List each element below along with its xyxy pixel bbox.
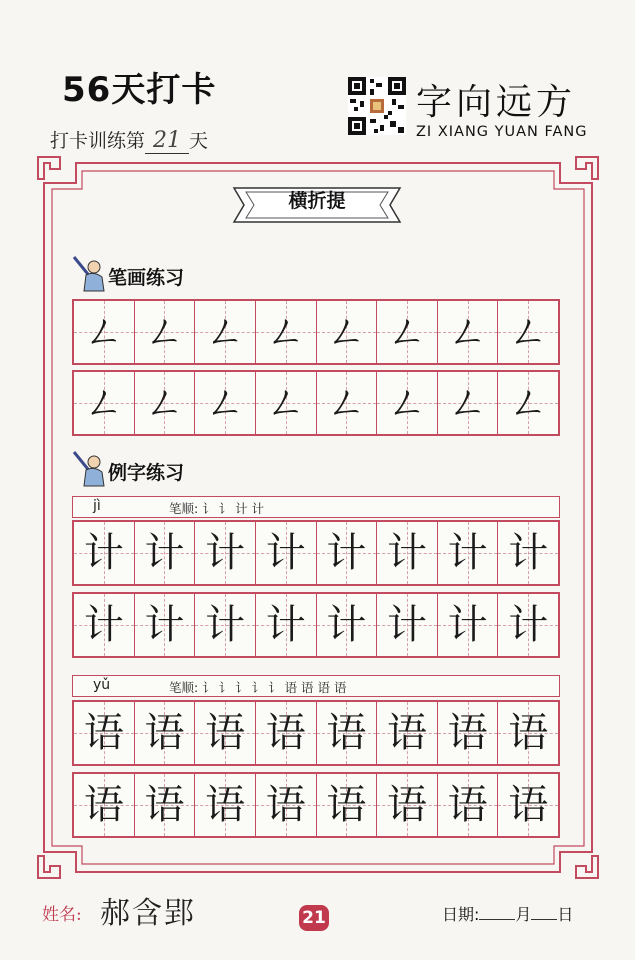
practice-character: 计 — [265, 602, 306, 648]
practice-character: 语 — [326, 710, 367, 756]
practice-character: 语 — [386, 782, 427, 828]
qr-code-icon — [348, 77, 406, 135]
grid-cell — [438, 594, 499, 656]
practice-character: 语 — [447, 710, 488, 756]
practice-stroke: ㄥ — [508, 309, 549, 355]
checkin-subtitle — [50, 126, 208, 154]
grid-cell — [256, 301, 317, 363]
grid-cell — [195, 372, 256, 434]
practice-character: 语 — [265, 710, 306, 756]
grid-cell — [256, 774, 317, 836]
char-grid-row — [72, 592, 560, 658]
practice-character: 语 — [205, 710, 246, 756]
grid-cell — [438, 522, 499, 584]
stroke-order — [169, 678, 347, 696]
grid-cell — [74, 301, 135, 363]
grid-cell — [317, 301, 378, 363]
grid-cell — [74, 522, 135, 584]
practice-stroke: ㄥ — [386, 309, 427, 355]
page-title: 56天打卡 — [62, 70, 217, 110]
grid-cell — [377, 702, 438, 764]
character-info-row — [72, 675, 560, 697]
grid-cell — [135, 372, 196, 434]
practice-character: 语 — [508, 782, 549, 828]
stroke-order-label: 笔顺: — [169, 501, 199, 516]
practice-character: 语 — [144, 710, 185, 756]
student-name: 郝含郢 — [100, 896, 196, 931]
subtitle-suffix: 天 — [189, 130, 209, 152]
practice-character: 计 — [83, 530, 124, 576]
day-blank — [531, 919, 557, 920]
grid-cell — [195, 774, 256, 836]
date-label: 日期: — [442, 905, 480, 924]
practice-stroke: ㄥ — [144, 380, 185, 426]
grid-cell — [74, 702, 135, 764]
practice-stroke: ㄥ — [205, 380, 246, 426]
practice-character: 语 — [326, 782, 367, 828]
practice-character: 语 — [265, 782, 306, 828]
practice-stroke: ㄥ — [508, 380, 549, 426]
stroke-order-label: 笔顺: — [169, 680, 199, 695]
pinyin: jì — [93, 498, 101, 514]
grid-cell — [498, 774, 558, 836]
pinyin: yǔ — [93, 677, 111, 693]
grid-cell — [195, 522, 256, 584]
practice-character: 语 — [386, 710, 427, 756]
month-blank — [479, 919, 515, 920]
stroke-grid-row-1 — [72, 299, 560, 365]
practice-stroke: ㄥ — [144, 309, 185, 355]
grid-cell — [377, 372, 438, 434]
day-label: 日 — [557, 905, 574, 924]
practice-character: 语 — [144, 782, 185, 828]
grid-cell — [377, 774, 438, 836]
pen-figure-icon — [70, 253, 106, 293]
section-title: 横折提 — [288, 190, 346, 212]
practice-character: 语 — [83, 710, 124, 756]
name-label: 姓名: — [42, 905, 82, 925]
practice-character: 语 — [205, 782, 246, 828]
practice-character: 计 — [326, 602, 367, 648]
grid-cell — [256, 594, 317, 656]
stroke-order-sequence: 讠 讠 计 计 — [202, 501, 265, 516]
grid-cell — [498, 372, 558, 434]
practice-stroke: ㄥ — [447, 380, 488, 426]
grid-cell — [256, 372, 317, 434]
practice-character: 计 — [447, 530, 488, 576]
month-label: 月 — [515, 905, 532, 924]
practice-stroke: ㄥ — [83, 309, 124, 355]
character-info-row — [72, 496, 560, 518]
practice-character: 语 — [83, 782, 124, 828]
grid-cell — [317, 372, 378, 434]
grid-cell — [438, 372, 499, 434]
grid-cell — [498, 594, 558, 656]
grid-cell — [74, 774, 135, 836]
grid-cell — [135, 594, 196, 656]
practice-character: 计 — [144, 602, 185, 648]
char-grid-row — [72, 700, 560, 766]
practice-character: 计 — [386, 530, 427, 576]
grid-cell — [438, 774, 499, 836]
grid-cell — [438, 301, 499, 363]
practice-character: 计 — [205, 602, 246, 648]
stroke-order-sequence: 讠 讠 讠 讠 讠 语 语 语 语 — [202, 680, 347, 695]
grid-cell — [377, 522, 438, 584]
grid-cell — [317, 774, 378, 836]
practice-character: 计 — [326, 530, 367, 576]
grid-cell — [195, 594, 256, 656]
page-number-badge: 21 — [299, 905, 329, 931]
practice-stroke: ㄥ — [386, 380, 427, 426]
practice-character: 计 — [508, 530, 549, 576]
grid-cell — [317, 702, 378, 764]
grid-cell — [317, 594, 378, 656]
practice-stroke: ㄥ — [447, 309, 488, 355]
grid-cell — [74, 594, 135, 656]
grid-cell — [317, 522, 378, 584]
practice-stroke: ㄥ — [326, 309, 367, 355]
practice-character: 语 — [447, 782, 488, 828]
grid-cell — [498, 301, 558, 363]
grid-cell — [195, 301, 256, 363]
brand-logo-cn: 字向远方 — [416, 82, 577, 123]
practice-stroke: ㄥ — [205, 309, 246, 355]
practice-character: 计 — [447, 602, 488, 648]
brand-logo-en: ZI XIANG YUAN FANG — [416, 124, 588, 140]
grid-cell — [256, 702, 317, 764]
grid-cell — [135, 702, 196, 764]
grid-cell — [74, 372, 135, 434]
char-grid-row — [72, 772, 560, 838]
day-number: 21 — [145, 128, 189, 154]
grid-cell — [135, 774, 196, 836]
example-practice-label: 例字练习 — [108, 462, 185, 484]
practice-stroke: ㄥ — [265, 309, 306, 355]
practice-character: 计 — [265, 530, 306, 576]
subtitle-prefix: 打卡训练第 — [50, 130, 146, 152]
practice-stroke: ㄥ — [83, 380, 124, 426]
practice-character: 计 — [83, 602, 124, 648]
pen-figure-icon — [70, 448, 106, 488]
grid-cell — [135, 522, 196, 584]
stroke-grid-row-2 — [72, 370, 560, 436]
char-grid-row — [72, 520, 560, 586]
practice-character: 计 — [144, 530, 185, 576]
date-field — [442, 902, 573, 925]
practice-character: 语 — [508, 710, 549, 756]
grid-cell — [498, 522, 558, 584]
grid-cell — [256, 522, 317, 584]
grid-cell — [498, 702, 558, 764]
grid-cell — [377, 301, 438, 363]
stroke-practice-label: 笔画练习 — [108, 267, 185, 289]
practice-stroke: ㄥ — [326, 380, 367, 426]
grid-cell — [195, 702, 256, 764]
grid-cell — [135, 301, 196, 363]
stroke-order — [169, 499, 264, 517]
practice-character: 计 — [386, 602, 427, 648]
practice-stroke: ㄥ — [265, 380, 306, 426]
grid-cell — [438, 702, 499, 764]
grid-cell — [377, 594, 438, 656]
practice-character: 计 — [508, 602, 549, 648]
practice-character: 计 — [205, 530, 246, 576]
